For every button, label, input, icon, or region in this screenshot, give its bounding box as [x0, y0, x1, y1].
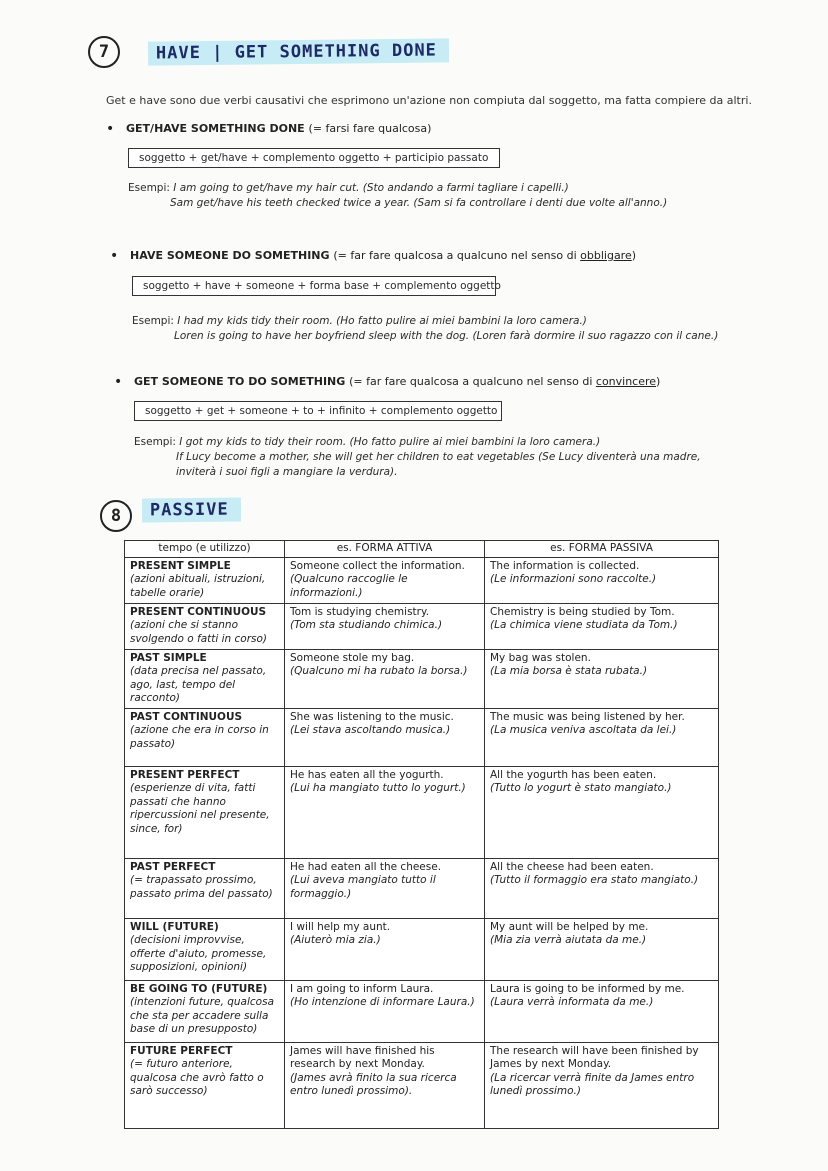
example-line: Sam get/have his teeth checked twice a year. (Sam si fa controllare i denti due volte all'anno.)	[170, 197, 668, 209]
active-cell	[285, 766, 485, 858]
passive-cell	[485, 918, 719, 980]
tense-name: PRESENT SIMPLE	[130, 559, 231, 572]
item2-heading-row	[130, 249, 636, 262]
passive-cell	[485, 708, 719, 766]
active-translation: (Tom sta studiando chimica.)	[290, 619, 443, 631]
tense-cell	[125, 980, 285, 1042]
header-tense: tempo (e utilizzo)	[125, 541, 285, 558]
item2-note-suffix: )	[631, 249, 637, 262]
active-example: Someone collect the information.	[290, 559, 465, 572]
item3-heading-row	[134, 375, 660, 388]
active-example: He has eaten all the yogurth.	[290, 768, 444, 781]
tense-usage: (= futuro anteriore, qualcosa che avrò fatto o sarò successo)	[130, 1058, 264, 1097]
passive-example: My aunt will be helped by me.	[490, 920, 649, 933]
tense-usage: (data precisa nel passato, ago, last, tempo del racconto)	[130, 665, 267, 704]
table-row	[125, 603, 719, 649]
passive-example: The music was being listened by her.	[490, 710, 685, 723]
section-number-7: 7	[88, 36, 120, 68]
example-line: I got my kids to tidy their room. (Ho fatto pulire ai miei bambini la loro camera.)	[179, 436, 601, 448]
tense-usage: (= trapassato prossimo, passato prima del passato)	[130, 874, 273, 900]
tense-name: PRESENT CONTINUOUS	[130, 605, 267, 618]
active-cell	[285, 557, 485, 603]
tense-cell	[125, 557, 285, 603]
tense-name: PRESENT PERFECT	[130, 768, 240, 781]
table-row	[125, 1042, 719, 1128]
tense-name: BE GOING TO (FUTURE)	[130, 982, 268, 995]
passive-example: Laura is going to be informed by me.	[490, 982, 685, 995]
item1-examples	[128, 181, 808, 211]
passive-example: My bag was stolen.	[490, 651, 591, 664]
passive-cell	[485, 1042, 719, 1128]
tense-usage: (azione che era in corso in passato)	[130, 724, 269, 750]
section-title-7: HAVE | GET SOMETHING DONE	[148, 38, 449, 65]
item2-examples	[132, 314, 812, 344]
active-example: Someone stole my bag.	[290, 651, 415, 664]
header-active: es. FORMA ATTIVA	[285, 541, 485, 558]
bullet-icon: •	[110, 248, 119, 264]
active-translation: (Qualcuno mi ha rubato la borsa.)	[290, 665, 468, 677]
item2-formula: soggetto + have + someone + forma base + complemento oggetto	[132, 276, 496, 296]
active-example: I am going to inform Laura.	[290, 982, 434, 995]
passive-translation: (La musica veniva ascoltata da lei.)	[490, 724, 677, 736]
tense-cell	[125, 918, 285, 980]
item1-formula: soggetto + get/have + complemento oggetto + participio passato	[128, 148, 500, 168]
item3-heading: GET SOMEONE TO DO SOMETHING	[134, 375, 346, 388]
tense-cell	[125, 708, 285, 766]
passive-cell	[485, 649, 719, 708]
examples-label: Esempi:	[132, 315, 174, 327]
section-number-8: 8	[100, 500, 132, 532]
item2-note-underline: obbligare	[580, 249, 632, 262]
item1-note: (= farsi fare qualcosa)	[308, 122, 432, 135]
tense-cell	[125, 858, 285, 918]
active-cell	[285, 918, 485, 980]
active-cell	[285, 708, 485, 766]
passive-translation: (La mia borsa è stata rubata.)	[490, 665, 648, 677]
active-example: I will help my aunt.	[290, 920, 391, 933]
active-cell	[285, 1042, 485, 1128]
example-line: I am going to get/have my hair cut. (Sto andando a farmi tagliare i capelli.)	[173, 182, 569, 194]
item1-heading: GET/HAVE SOMETHING DONE	[126, 122, 305, 135]
active-translation: (James avrà finito la sua ricerca entro lunedì prossimo).	[290, 1071, 457, 1097]
item3-formula: soggetto + get + someone + to + infinito + complemento oggetto	[134, 401, 502, 421]
passive-example: The information is collected.	[490, 559, 640, 572]
tense-usage: (decisioni improvvise, offerte d'aiuto, promesse, supposizioni, opinioni)	[130, 934, 267, 973]
active-cell	[285, 858, 485, 918]
tense-name: PAST CONTINUOUS	[130, 710, 243, 723]
item3-note-prefix: (= far fare qualcosa a qualcuno nel senso di	[349, 375, 596, 388]
passive-example: Chemistry is being studied by Tom.	[490, 605, 675, 618]
tense-cell	[125, 603, 285, 649]
active-example: Tom is studying chemistry.	[290, 605, 430, 618]
examples-label: Esempi:	[134, 436, 176, 448]
active-translation: (Lui ha mangiato tutto lo yogurt.)	[290, 782, 466, 794]
active-translation: (Lei stava ascoltando musica.)	[290, 724, 451, 736]
table-row	[125, 649, 719, 708]
examples-label: Esempi:	[128, 182, 170, 194]
active-translation: (Aiuterò mia zia.)	[290, 934, 381, 946]
tense-usage: (azioni abituali, istruzioni, tabelle orarie)	[130, 573, 266, 599]
active-example: He had eaten all the cheese.	[290, 860, 442, 873]
intro-text: Get e have sono due verbi causativi che esprimono un'azione non compiuta dal soggetto, ma fatta compiere da altri.	[106, 94, 752, 107]
example-line: Loren is going to have her boyfriend sleep with the dog. (Loren farà dormire il suo ragazzo con il cane.)	[174, 330, 719, 342]
item3-note-suffix: )	[656, 375, 661, 388]
example-line: If Lucy become a mother, she will get her children to eat vegetables (Se Lucy diventerà una madre,	[176, 451, 701, 463]
example-line: I had my kids tidy their room. (Ho fatto pulire ai miei bambini la loro camera.)	[177, 315, 587, 327]
passive-example: All the cheese had been eaten.	[490, 860, 654, 873]
item1-heading-row	[126, 122, 431, 135]
example-line: inviterà i suoi figli a mangiare la verdura).	[176, 466, 398, 478]
tense-cell	[125, 1042, 285, 1128]
tense-usage: (intenzioni future, qualcosa che sta per accadere sulla base di un presupposto)	[130, 996, 275, 1035]
tense-name: PAST SIMPLE	[130, 651, 207, 664]
passive-translation: (Tutto il formaggio era stato mangiato.)	[490, 874, 699, 886]
passive-table	[124, 540, 719, 1129]
table-row	[125, 708, 719, 766]
passive-translation: (Laura verrà informata da me.)	[490, 996, 654, 1008]
header-passive: es. FORMA PASSIVA	[485, 541, 719, 558]
tense-name: PAST PERFECT	[130, 860, 216, 873]
tense-cell	[125, 649, 285, 708]
passive-translation: (Tutto lo yogurt è stato mangiato.)	[490, 782, 672, 794]
tense-name: FUTURE PERFECT	[130, 1044, 233, 1057]
table-row	[125, 918, 719, 980]
item3-examples	[134, 435, 814, 480]
item2-note-prefix: (= far fare qualcosa a qualcuno nel senso di	[333, 249, 581, 262]
passive-cell	[485, 980, 719, 1042]
active-example: She was listening to the music.	[290, 710, 454, 723]
table-header-row	[125, 541, 719, 558]
passive-example: All the yogurth has been eaten.	[490, 768, 657, 781]
active-translation: (Ho intenzione di informare Laura.)	[290, 996, 475, 1008]
table-row	[125, 858, 719, 918]
active-example: James will have finished his research by next Monday.	[290, 1044, 435, 1070]
bullet-icon: •	[106, 121, 115, 137]
passive-translation: (Mia zia verrà aiutata da me.)	[490, 934, 647, 946]
table-row	[125, 766, 719, 858]
passive-cell	[485, 557, 719, 603]
passive-translation: (La chimica viene studiata da Tom.)	[490, 619, 678, 631]
section-title-8: PASSIVE	[142, 497, 241, 522]
passive-example: The research will have been finished by James by next Monday.	[490, 1044, 699, 1070]
active-translation: (Qualcuno raccoglie le informazioni.)	[290, 573, 408, 599]
active-cell	[285, 603, 485, 649]
tense-usage: (esperienze di vita, fatti passati che hanno ripercussioni nel presente, since, for)	[130, 782, 270, 835]
passive-cell	[485, 858, 719, 918]
active-translation: (Lui aveva mangiato tutto il formaggio.)	[290, 874, 436, 900]
passive-cell	[485, 766, 719, 858]
bullet-icon: •	[114, 374, 123, 390]
item3-note-underline: convincere	[595, 375, 657, 388]
tense-cell	[125, 766, 285, 858]
table-row	[125, 980, 719, 1042]
table-row	[125, 557, 719, 603]
passive-cell	[485, 603, 719, 649]
active-cell	[285, 980, 485, 1042]
active-cell	[285, 649, 485, 708]
tense-name: WILL (FUTURE)	[130, 920, 219, 933]
item2-heading: HAVE SOMEONE DO SOMETHING	[130, 249, 330, 262]
tense-usage: (azioni che si stanno svolgendo o fatti in corso)	[130, 619, 268, 645]
passive-translation: (La ricercar verrà finite da James entro lunedì prossimo.)	[490, 1071, 695, 1097]
passive-translation: (Le informazioni sono raccolte.)	[490, 573, 657, 585]
